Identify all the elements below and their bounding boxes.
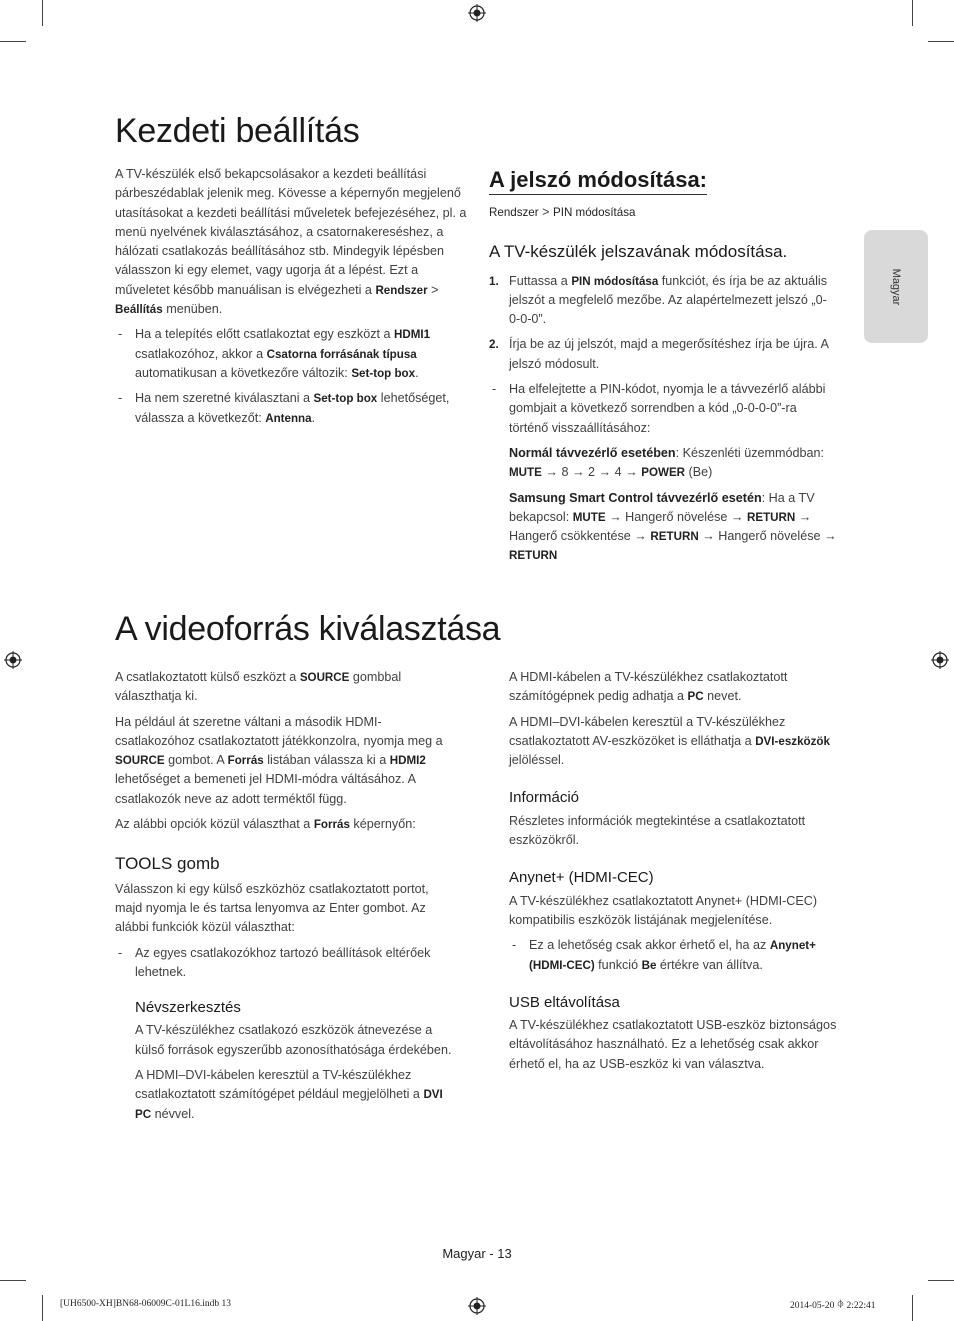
breadcrumb: Rendszer > PIN módosítása — [489, 205, 636, 219]
password-step-2: 2. Írja be az új jelszót, majd a megerősítéshez írja be újra. A jelszó módosult. — [489, 337, 829, 371]
password-reset-smart-remote: Samsung Smart Control távvezérlő esetén: Ha a TV bekapcsol: MUTE → Hangerő növelése → RETURN → Hangerő csökkentése → RETURN → Hangerő növelése → RETURN — [509, 490, 837, 563]
tools-button-text: Válasszon ki egy külső eszközhöz csatlakoztatott portot, majd nyomja le és tartsa lenyomva az Enter gombot. Az alábbi funkciók közül választhat: — [115, 881, 429, 935]
crop-mark — [42, 1295, 43, 1321]
rename-title: Névszerkesztés — [135, 999, 241, 1017]
registration-mark-icon — [468, 1297, 486, 1315]
password-step-1: 1. Futtassa a PIN módosítása funkciót, és írja be az aktuális jelszót a megfelelő mezőbe. Az alapértelmezett jelszó „0-0-0-0”. — [489, 273, 827, 327]
password-reset-normal-remote: Normál távvezérlő esetében: Készenléti üzemmódban: MUTE → 8 → 2 → 4 → POWER (Be) — [509, 445, 825, 480]
language-tab-label: Magyar — [890, 268, 902, 305]
anynet-title: Anynet+ (HDMI-CEC) — [509, 869, 654, 887]
initial-setup-body — [115, 165, 467, 434]
crop-mark — [928, 41, 954, 42]
information-text: Részletes információk megtekintése a csatlakoztatott eszközökről. — [509, 813, 806, 848]
usb-removal-text: A TV-készülékhez csatlakoztatott USB-eszköz biztonságos eltávolításához használható. Ez a lehetőség csak akkor érhető el, ha az USB-eszköz ki van választva. — [509, 1018, 837, 1071]
crop-mark — [0, 1280, 26, 1281]
section-title-source-selection: A videoforrás kiválasztása — [115, 610, 501, 648]
crop-mark — [912, 1295, 913, 1321]
crop-mark — [42, 0, 43, 26]
crop-mark — [912, 0, 913, 26]
password-change-body — [489, 203, 837, 572]
rename-text: A TV-készülékhez csatlakozó eszközök átnevezése a külső források egyszerűbb azonosíthatósága érdekében. — [135, 1023, 452, 1057]
section-title-password-change: A jelszó módosítása: — [489, 167, 707, 195]
language-tab — [864, 230, 928, 343]
source-options-intro: Az alábbi opciók közül választhat a Forrás képernyőn: — [115, 817, 416, 832]
initial-setup-note-hdmi1: - Ha a telepítés előtt csatlakoztat egy eszközt a HDMI1 csatlakozóhoz, akkor a Csatorna forrásának típusa automatikusan a következőre változik: Set-top box. — [115, 325, 467, 383]
print-slug-timestamp: 2014-05-20 ꂈ 2:22:41 — [790, 1301, 876, 1311]
section-title-initial-setup: Kezdeti beállítás — [115, 112, 360, 150]
rename-pc-text: A HDMI-kábelen a TV-készülékhez csatlakoztatott számítógépnek pedig adhatja a PC nevet. — [509, 670, 788, 704]
source-intro: A csatlakoztatott külső eszközt a SOURCE gombbal választhatja ki. — [115, 670, 402, 704]
password-change-subtitle: A TV-készülék jelszavának módosítása. — [489, 242, 788, 262]
source-example: Ha például át szeretne váltani a második HDMI-csatlakozóhoz csatlakoztatott játékkonzolra, nyomja meg a SOURCE gombot. A Forrás listában válassza ki a HDMI2 lehetőséget a bemeneti jel HDMI-módra váltásához. A csatlakozók neve az adott terméktől függ. — [115, 714, 443, 806]
usb-removal-title: USB eltávolítása — [509, 993, 620, 1011]
source-right-column — [509, 668, 839, 1080]
initial-setup-note-settopbox: - Ha nem szeretné kiválasztani a Set-top box lehetőséget, válassza a következőt: Antenna. — [115, 389, 467, 428]
registration-mark-icon — [468, 4, 486, 22]
anynet-text: A TV-készülékhez csatlakoztatott Anynet+ (HDMI-CEC) kompatibilis eszközök listájának megjelenítése. — [509, 893, 818, 927]
tools-button-title: TOOLS gomb — [115, 854, 220, 874]
information-title: Információ — [509, 789, 580, 807]
rename-text-dvi: A HDMI–DVI-kábelen keresztül a TV-készülékhez csatlakoztatott számítógépet például megjelölheti a DVI PC névvel. — [135, 1068, 443, 1121]
source-left-column — [115, 668, 455, 1130]
anynet-note: - Ez a lehetőség csak akkor érhető el, ha az Anynet+ (HDMI-CEC) funkció Be értékre van állítva. — [509, 936, 839, 975]
rename-dvi-devices-text: A HDMI–DVI-kábelen keresztül a TV-készülékhez csatlakoztatott AV-eszközöket is elláthatja a DVI-eszközök jelöléssel. — [509, 714, 830, 768]
crop-mark — [0, 41, 26, 42]
print-slug-file: [UH6500-XH]BN68-06009C-01L16.indb 13 — [60, 1299, 231, 1309]
initial-setup-intro: A TV-készülék első bekapcsolásakor a kezdeti beállítási párbeszédablak jelenik meg. Kövesse a képernyőn megjelenő utasításokat a kezdeti beállítási műveletek befejezéséhez, pl. a menü nyelvének kiválasztásához, a csatornakereséshez, a hálózati csatlakozás beállításához stb. Mindegyik lépésben válasszon ki egy elemet, vagy ugorja át a lépést. Ezt a műveletet később manuálisan is elvégezheti a Rendszer > Beállítás menüben. — [115, 167, 467, 317]
registration-mark-icon — [4, 651, 22, 669]
tools-button-note: - Az egyes csatlakozókhoz tartozó beállítások eltérőek lehetnek. — [115, 944, 455, 983]
page-number: Magyar - 13 — [442, 1246, 512, 1261]
crop-mark — [928, 1280, 954, 1281]
password-reset-note: - Ha elfelejtette a PIN-kódot, nyomja le a távvezérlő alábbi gombjait a következő sorrendben a kód „0-0-0-0”-ra történő visszaállításához: — [489, 380, 837, 438]
registration-mark-icon — [931, 651, 949, 669]
